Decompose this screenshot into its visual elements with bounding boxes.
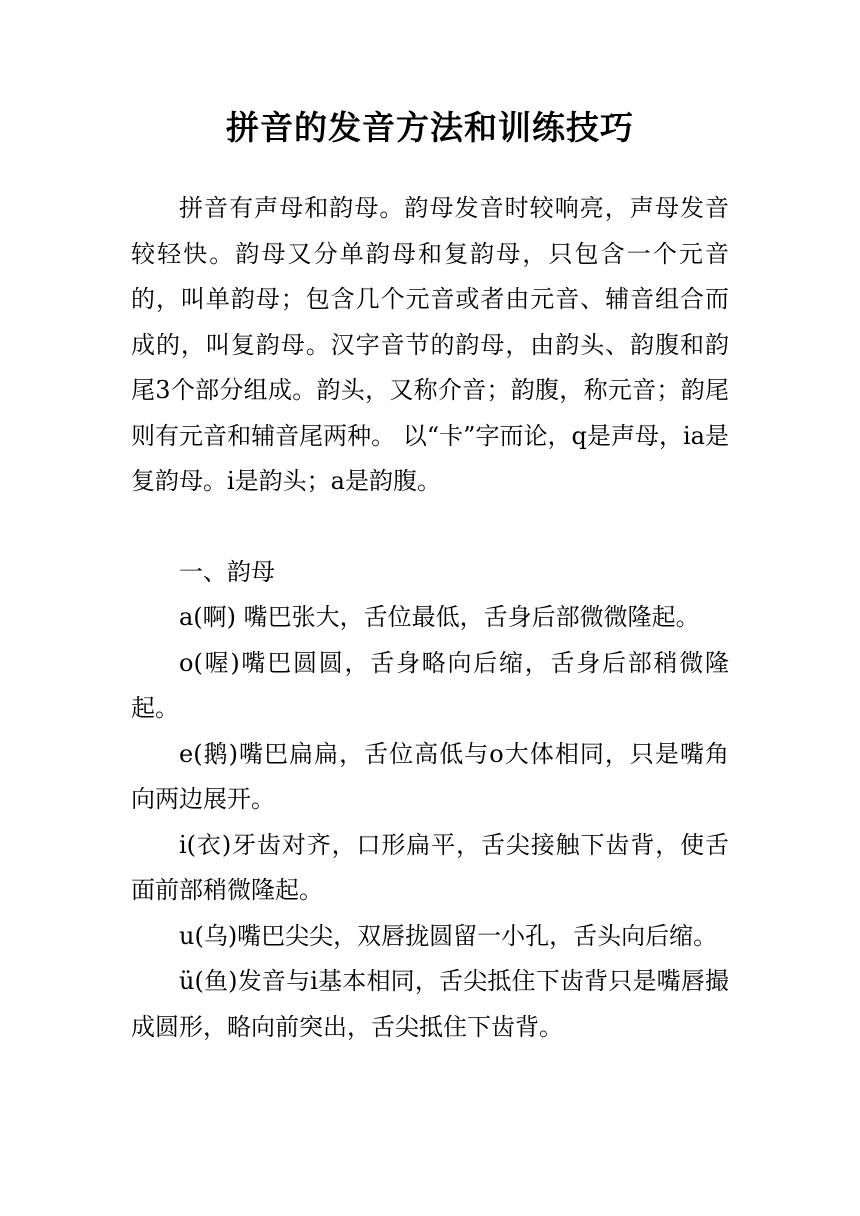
intro-paragraph: 拼音有声母和韵母。韵母发音时较响亮，声母发音较轻快。韵母又分单韵母和复韵母，只包含一个元音的，叫单韵母；包含几个元音或者由元音、辅音组合而成的，叫复韵母。汉字音节的韵母，由韵头、韵腹和韵尾3个部分组成。韵头，又称介音；韵腹，称元音；韵尾则有元音和辅音尾两种。 以“卡”字而论，q是声母，ia是复韵母。i是韵头；a是韵腹。: [131, 194, 729, 495]
document-page: [131, 100, 729, 1050]
vowel-o-paragraph: o(喔)嘴巴圆圆，舌身略向后缩，舌身后部稍微隆起。: [131, 648, 729, 722]
vowel-i-paragraph: i(衣)牙齿对齐，口形扁平，舌尖接触下齿背，使舌面前部稍微隆起。: [131, 830, 729, 904]
paragraph-gap: [131, 505, 729, 550]
vowel-e-paragraph: e(鹅)嘴巴扁扁，舌位高低与o大体相同，只是嘴角向两边展开。: [131, 739, 729, 813]
section-heading: 一、韵母: [179, 557, 275, 586]
vowel-a-paragraph: a(啊) 嘴巴张大，舌位最低，舌身后部微微隆起。: [179, 603, 700, 631]
vowel-u-paragraph: u(乌)嘴巴尖尖，双唇拢圆留一小孔，舌头向后缩。: [179, 921, 718, 950]
document-title: 拼音的发音方法和训练技巧: [226, 108, 634, 147]
vowel-yu-paragraph: ü(鱼)发音与i基本相同，舌尖抵住下齿背只是嘴唇撮成圆形，略向前突出，舌尖抵住下齿背。: [131, 967, 729, 1041]
